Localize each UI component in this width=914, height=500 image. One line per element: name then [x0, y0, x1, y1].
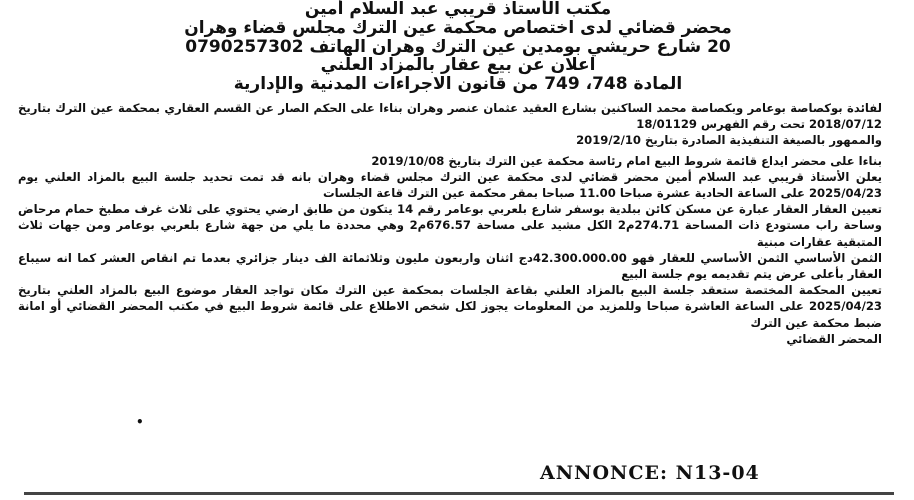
property-description-paragraph: تعيين العقار العقار عبارة عن مسكن كائن ببلدية بوسفر شارع بلعربي بوعامر رقم 14 يتكون من طابق ارضي يحتوي على ثلاث غرف مطبخ حمام مرحاض وساحة راب مستودع ذات المساحة 274.71م2 الكل مشيد على مساحة 676.57م2 وهي محددة ما يلي من جهة شارع بلعربي بوعامر ومن جهات ثلاث المتبقية عقارات مبنية — [18, 202, 882, 249]
beneficiary-paragraph: لفائدة بوكصاصة بوعامر وبكصاصة محمد الساكنين بشارع العقيد عثمان عنصر وهران بناءا على الحكم الصار عن القسم العقاري بمحكمة عين الترك بتاريخ 2018/07/12 تحت رقم الفهرس 18/01129 — [18, 100, 882, 132]
legal-notice — [12, 0, 904, 500]
office-address: 20 شارع حريشي بومدين عين الترك وهران الهاتف 0790257302 — [185, 36, 731, 57]
bailiff-role: محضر قضائي لدى اختصاص محكمة عين الترك مجلس قضاء وهران — [184, 17, 732, 38]
office-name: مكتب الأستاذ قريبي عبد السلام أمين — [304, 0, 612, 19]
notice-body — [12, 100, 904, 347]
footer-rule — [24, 492, 894, 495]
annonce-number: ANNONCE: N13-04 — [540, 462, 760, 484]
enforcement-paragraph: والممهور بالصيغة التنفيذية الصادرة بتاريخ 2019/2/10 — [576, 133, 882, 148]
sale-session-paragraph: يعلن الأستاذ قريبي عبد السلام أمين محضر قضائي لدى محكمة عين الترك مجلس قضاء وهران بانه قد تمت تحديد جلسة البيع بالمزاد العلني يوم 2025/04/23 على الساعة الحادية عشرة صباحا 11.00 صباحا بمقر محكمة عين الترك قاعة الجلسات — [18, 169, 882, 200]
legal-article: المادة 748، 749 من قانون الاجراءات المدنية والإدارية — [233, 74, 683, 95]
notice-title: اعلان عن بيع عقار بالمزاد العلني — [320, 55, 596, 76]
notice-header — [12, 0, 904, 94]
signature: المحضر القضائي — [786, 331, 882, 346]
ink-dot: • — [136, 415, 144, 429]
court-paragraph: تعيين المحكمة المختصة ستعقد جلسة البيع بالمزاد العلني بقاعة الجلسات بمحكمة عين الترك مكان تواجد العقار موضوع البيع بالمزاد العلني بتاريخ 2025/04/23 على الساعة العاشرة صباحا وللمزيد من المعلومات يجوز لكل شخص الاطلاع على قائمة شروط البيع في مكتب المحضر القضائي أو امانة ضبط محكمة عين الترك — [18, 283, 882, 330]
deposit-paragraph: بناءا على محضر ايداع قائمة شروط البيع امام رئاسة محكمة عين الترك بتاريخ 2019/10/08 — [371, 153, 882, 168]
base-price-paragraph: الثمن الأساسي الثمن الأساسي للعقار فهو 42.300.000.00دج اثنان واربعون مليون وثلاثمائة الف دينار جزائري بعدما تم انقاص العشر كما انه سيباع العقار بأعلى عرض يتم تقديمه يوم جلسة البيع — [18, 250, 882, 282]
